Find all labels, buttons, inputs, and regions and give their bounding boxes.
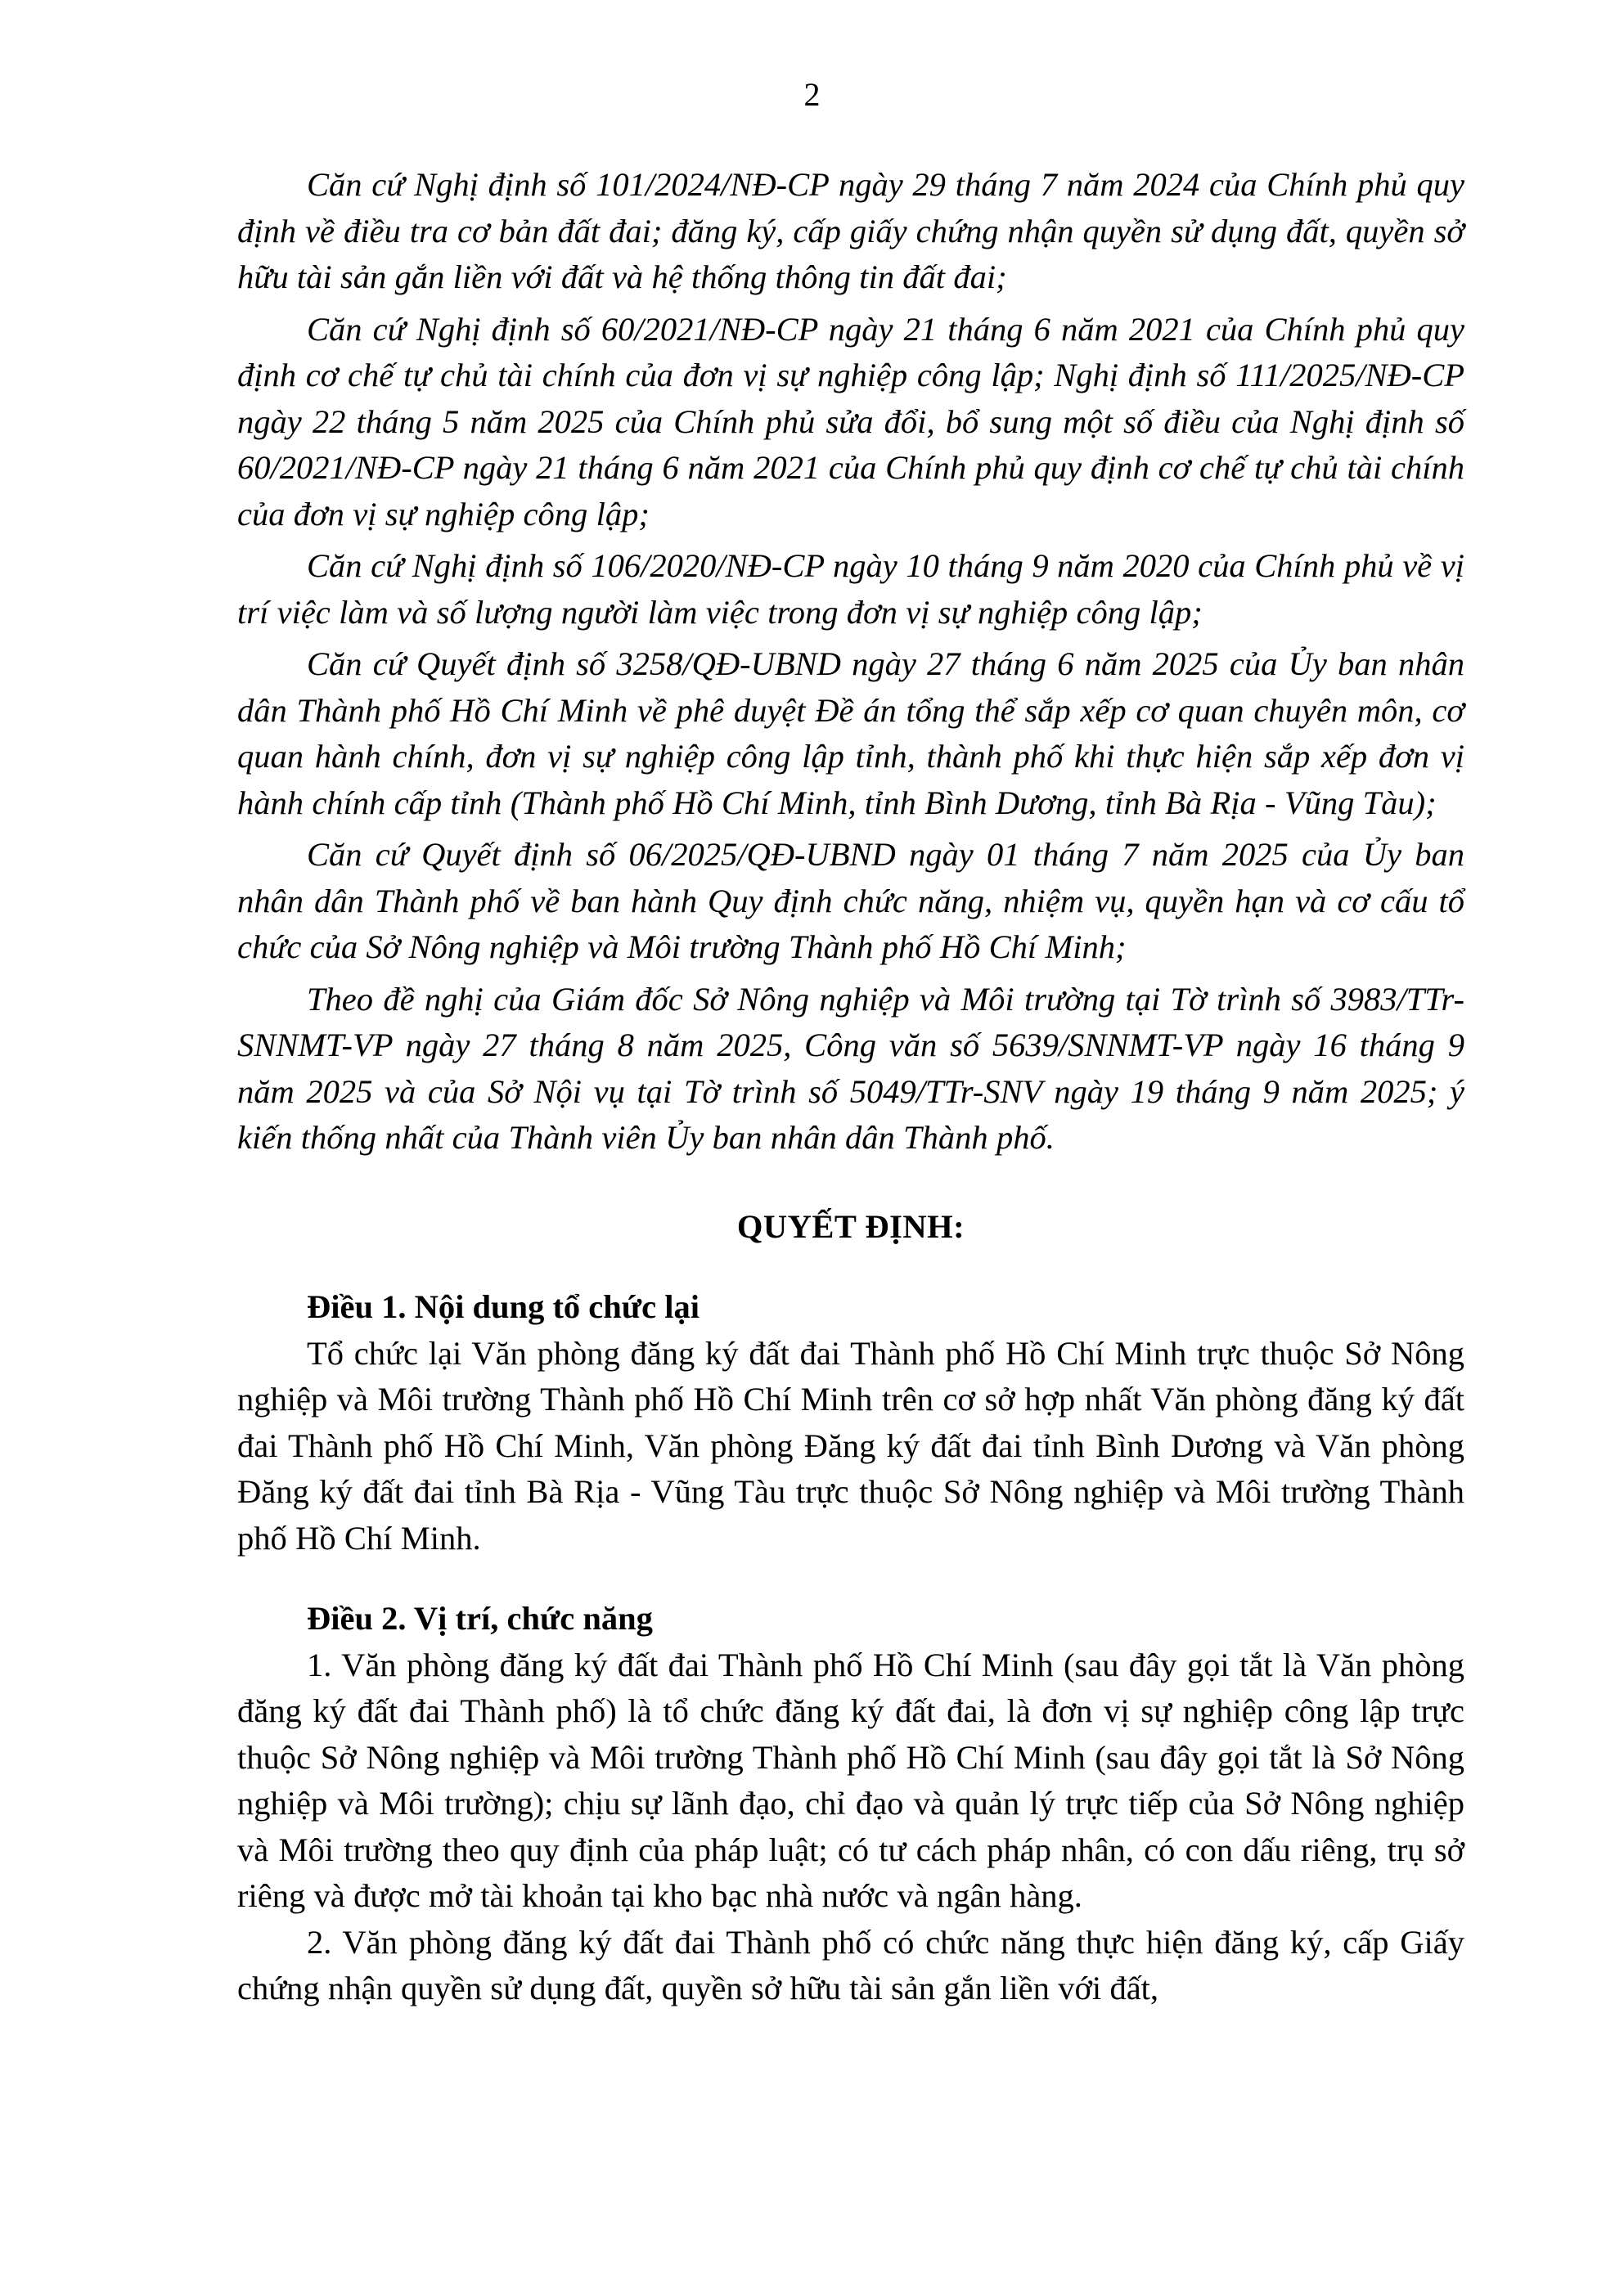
article-2-heading: Điều 2. Vị trí, chức năng — [307, 1600, 653, 1637]
page-number: 2 — [803, 76, 821, 113]
recital-paragraph-1: Căn cứ Nghị định số 101/2024/NĐ-CP ngày 29 tháng 7 năm 2024 của Chính phủ quy định về điều tra cơ bản đất đai; đăng ký, cấp giấy chứng nhận quyền sử dụng đất, quyền sở hữu tài sản gắn liền với đất và hệ thống thông tin đất đai; — [237, 166, 1464, 295]
article-1-paragraph-1: Tổ chức lại Văn phòng đăng ký đất đai Thành phố Hồ Chí Minh trực thuộc Sở Nông nghiệp và Môi trường Thành phố Hồ Chí Minh trên cơ sở hợp nhất Văn phòng đăng ký đất đai Thành phố Hồ Chí Minh, Văn phòng Đăng ký đất đai tỉnh Bình Dương và Văn phòng Đăng ký đất đai tỉnh Bà Rịa - Vũng Tàu trực thuộc Sở Nông nghiệp và Môi trường Thành phố Hồ Chí Minh. — [237, 1334, 1464, 1557]
recital-paragraph-4: Căn cứ Quyết định số 3258/QĐ-UBND ngày 27 tháng 6 năm 2025 của Ủy ban nhân dân Thành phố Hồ Chí Minh về phê duyệt Đề án tổng thể sắp xếp cơ quan chuyên môn, cơ quan hành chính, đơn vị sự nghiệp công lập tỉnh, thành phố khi thực hiện sắp xếp đơn vị hành chính cấp tỉnh (Thành phố Hồ Chí Minh, tỉnh Bình Dương, tỉnh Bà Rịa - Vũng Tàu); — [237, 645, 1464, 821]
recital-paragraph-3: Căn cứ Nghị định số 106/2020/NĐ-CP ngày 10 tháng 9 năm 2020 của Chính phủ về vị trí việc làm và số lượng người làm việc trong đơn vị sự nghiệp công lập; — [237, 547, 1464, 631]
article-2-clause-2: 2. Văn phòng đăng ký đất đai Thành phố có chức năng thực hiện đăng ký, cấp Giấy chứng nhận quyền sử dụng đất, quyền sở hữu tài sản gắn liền với đất, — [237, 1923, 1464, 2006]
article-1-heading: Điều 1. Nội dung tổ chức lại — [307, 1288, 700, 1325]
page-content — [237, 162, 1464, 2012]
article-2-clause-1: 1. Văn phòng đăng ký đất đai Thành phố Hồ Chí Minh (sau đây gọi tắt là Văn phòng đăng ký đất đai Thành phố) là tổ chức đăng ký đất đai, là đơn vị sự nghiệp công lập trực thuộc Sở Nông nghiệp và Môi trường Thành phố Hồ Chí Minh (sau đây gọi tắt là Sở Nông nghiệp và Môi trường); chịu sự lãnh đạo, chỉ đạo và quản lý trực tiếp của Sở Nông nghiệp và Môi trường theo quy định của pháp luật; có tư cách pháp nhân, có con dấu riêng, trụ sở riêng và được mở tài khoản tại kho bạc nhà nước và ngân hàng. — [237, 1646, 1464, 1914]
recital-paragraph-6: Theo đề nghị của Giám đốc Sở Nông nghiệp và Môi trường tại Tờ trình số 3983/TTr-SNNMT-VP ngày 27 tháng 8 năm 2025, Công văn số 5639/SNNMT-VP ngày 16 tháng 9 năm 2025 và của Sở Nội vụ tại Tờ trình số 5049/TTr-SNV ngày 19 tháng 9 năm 2025; ý kiến thống nhất của Thành viên Ủy ban nhân dân Thành phố. — [237, 980, 1464, 1156]
recital-paragraph-5: Căn cứ Quyết định số 06/2025/QĐ-UBND ngày 01 tháng 7 năm 2025 của Ủy ban nhân dân Thành phố về ban hành Quy định chức năng, nhiệm vụ, quyền hạn và cơ cấu tổ chức của Sở Nông nghiệp và Môi trường Thành phố Hồ Chí Minh; — [237, 836, 1464, 965]
recital-paragraph-2: Căn cứ Nghị định số 60/2021/NĐ-CP ngày 21 tháng 6 năm 2021 của Chính phủ quy định cơ chế tự chủ tài chính của đơn vị sự nghiệp công lập; Nghị định số 111/2025/NĐ-CP ngày 22 tháng 5 năm 2025 của Chính phủ sửa đổi, bổ sung một số điều của Nghị định số 60/2021/NĐ-CP ngày 21 tháng 6 năm 2021 của Chính phủ quy định cơ chế tự chủ tài chính của đơn vị sự nghiệp công lập; — [237, 310, 1464, 532]
decision-heading: QUYẾT ĐỊNH: — [736, 1207, 965, 1245]
